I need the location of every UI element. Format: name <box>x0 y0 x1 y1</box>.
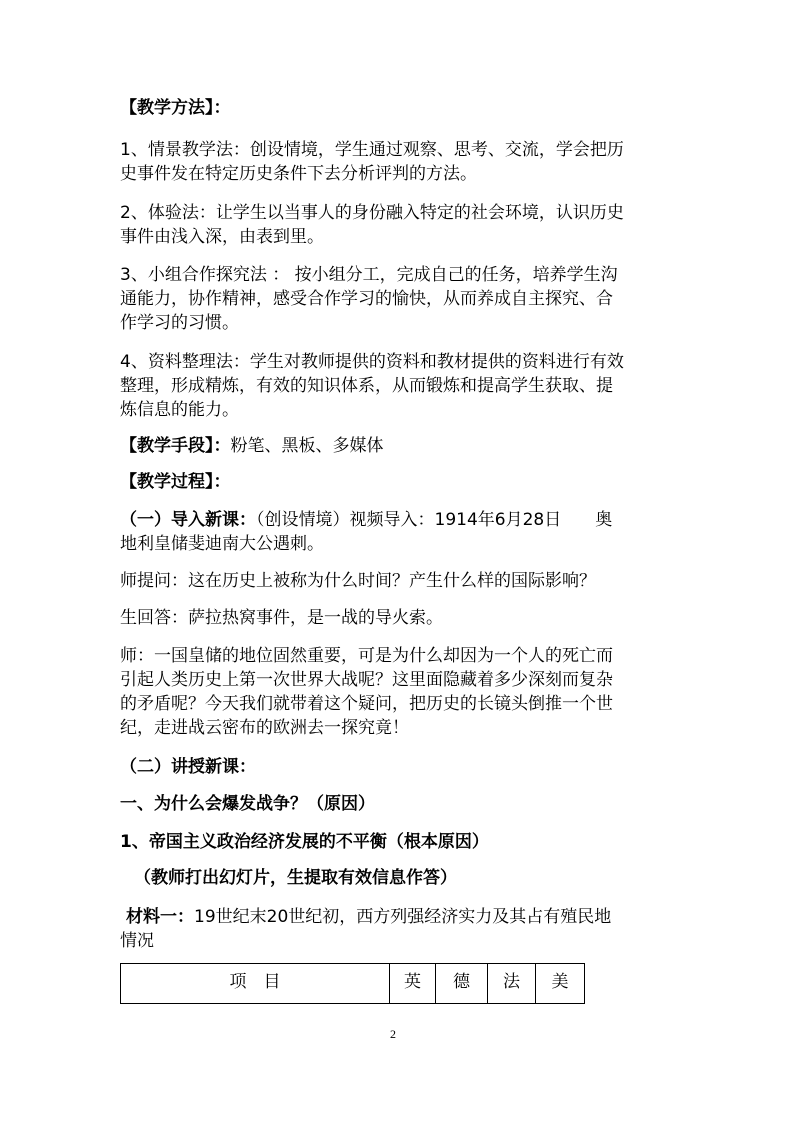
teacher-line-4: 纪，走进战云密布的欧洲去一探究竟！ <box>120 718 409 738</box>
intro-text: （创设情境）视频导入：1914年6月28日 奥 <box>256 510 613 530</box>
method-3-line-1: 3、小组合作探究法 ： 按小组分工，完成自己的任务，培养学生沟 <box>120 265 618 285</box>
teacher-line-1: 师：一国皇储的地位固然重要，可是为什么却因为一个人的死亡而 <box>120 646 613 666</box>
teaching-methods-heading: 【教学方法】： <box>120 98 231 118</box>
material-1-line-1 <box>126 905 611 929</box>
student-answer: 生回答：萨拉热窝事件，是一战的导火索。 <box>120 608 443 628</box>
table-header-usa: 美 <box>536 964 585 1004</box>
method-1-line-1: 1、情景教学法：创设情境，学生通过观察、思考、交流，学会把历 <box>120 140 624 160</box>
table-header-britain: 英 <box>390 964 436 1004</box>
method-4-line-1: 4、资料整理法：学生对教师提供的资料和教材提供的资料进行有效 <box>120 352 624 372</box>
teaching-means-label: 【教学手段】： <box>120 436 231 456</box>
table-header-item: 项 目 <box>121 964 390 1004</box>
powers-table <box>120 963 585 1004</box>
lecture-heading: （二）讲授新课： <box>120 757 256 777</box>
method-2-line-1: 2、体验法：让学生以当事人的身份融入特定的社会环境，认识历史 <box>120 203 624 223</box>
teacher-question: 师提问：这在历史上被称为什么时间？产生什么样的国际影响？ <box>120 571 596 591</box>
material-1-text: 19世纪末20世纪初，西方列强经济实力及其占有殖民地 <box>194 907 612 927</box>
method-2-line-2: 事件由浅入深，由表到里。 <box>120 227 324 247</box>
intro-line-1 <box>120 508 612 532</box>
teaching-means <box>120 434 384 458</box>
method-3-line-2: 通能力，协作精神，感受合作学习的愉快，从而养成自主探究、合 <box>120 289 613 309</box>
subsection-1-heading: 1、帝国主义政治经济发展的不平衡（根本原因） <box>120 832 489 852</box>
method-3-line-3: 作学习的习惯。 <box>120 313 239 333</box>
teacher-note: （教师打出幻灯片，生提取有效信息作答） <box>134 868 457 888</box>
table-header-germany: 德 <box>436 964 488 1004</box>
method-4-line-3: 炼信息的能力。 <box>120 400 239 420</box>
section-1-heading: 一、为什么会爆发战争？（原因） <box>120 794 375 814</box>
teaching-process-heading: 【教学过程】： <box>120 472 231 492</box>
teacher-line-3: 的矛盾呢？今天我们就带着这个疑问，把历史的长镜头倒推一个世 <box>120 694 613 714</box>
material-1-label: 材料一： <box>126 907 194 927</box>
method-4-line-2: 整理，形成精炼，有效的知识体系，从而锻炼和提高学生获取、提 <box>120 376 613 396</box>
table-header-france: 法 <box>488 964 536 1004</box>
table-row <box>121 964 585 1004</box>
material-1-line-2: 情况 <box>120 931 154 951</box>
intro-line-2: 地利皇储斐迪南大公遇刺。 <box>120 534 324 554</box>
page-number: 2 <box>390 1027 396 1041</box>
teaching-means-text: 粉笔、黑板、多媒体 <box>230 436 384 456</box>
intro-label: （一）导入新课： <box>120 510 256 530</box>
method-1-line-2: 史事件发在特定历史条件下去分析评判的方法。 <box>120 164 477 184</box>
teacher-line-2: 引起人类历史上第一次世界大战呢？这里面隐藏着多少深刻而复杂 <box>120 670 613 690</box>
